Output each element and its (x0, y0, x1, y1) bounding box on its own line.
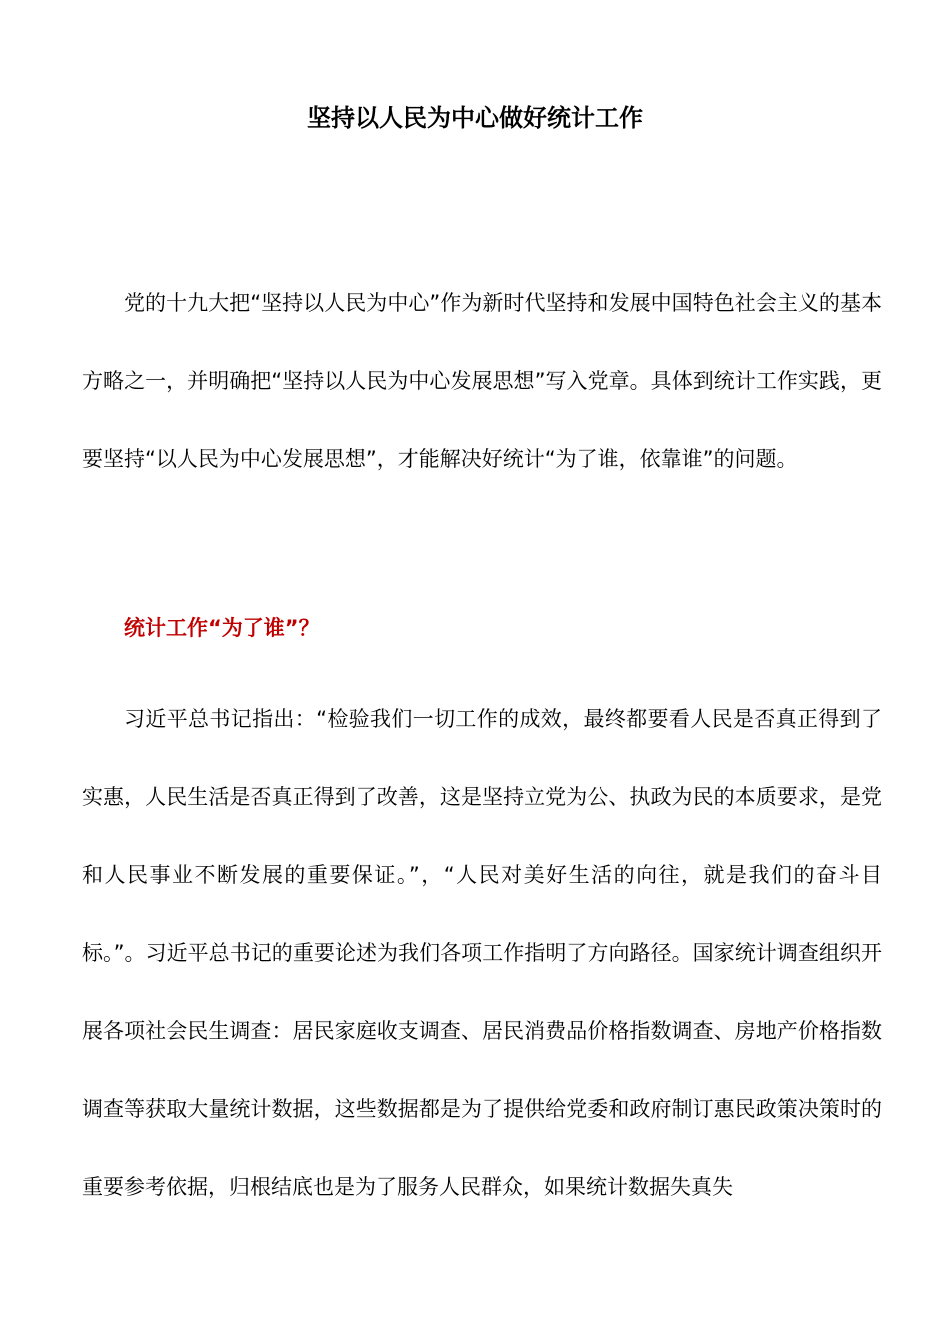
paragraph-intro: 党的十九大把“坚持以人民为中心”作为新时代坚持和发展中国特色社会主义的基本方略之一，并明确把“坚持以人民为中心发展思想”写入党章。具体到统计工作实践，更要坚持“以人民为中心发展思想”，才能解决好统计“为了谁，依靠谁”的问题。 (82, 291, 882, 471)
section-heading: 统计工作“为了谁”？ (124, 616, 320, 640)
document-title: 坚持以人民为中心做好统计工作 (307, 104, 643, 132)
paragraph-body: 习近平总书记指出：“检验我们一切工作的成效，最终都要看人民是否真正得到了实惠，人民生活是否真正得到了改善，这是坚持立党为公、执政为民的本质要求，是党和人民事业不断发展的重要保证。”，“人民对美好生活的向往，就是我们的奋斗目标。”。习近平总书记的重要论述为我们各项工作指明了方向路径。国家统计调查组织开展各项社会民生调查：居民家庭收支调查、居民消费品价格指数调查、房地产价格指数调查等获取大量统计数据，这些数据都是为了提供给党委和政府制订惠民政策决策时的重要参考依据，归根结底也是为了服务人民群众，如果统计数据失真失 (82, 707, 882, 1199)
